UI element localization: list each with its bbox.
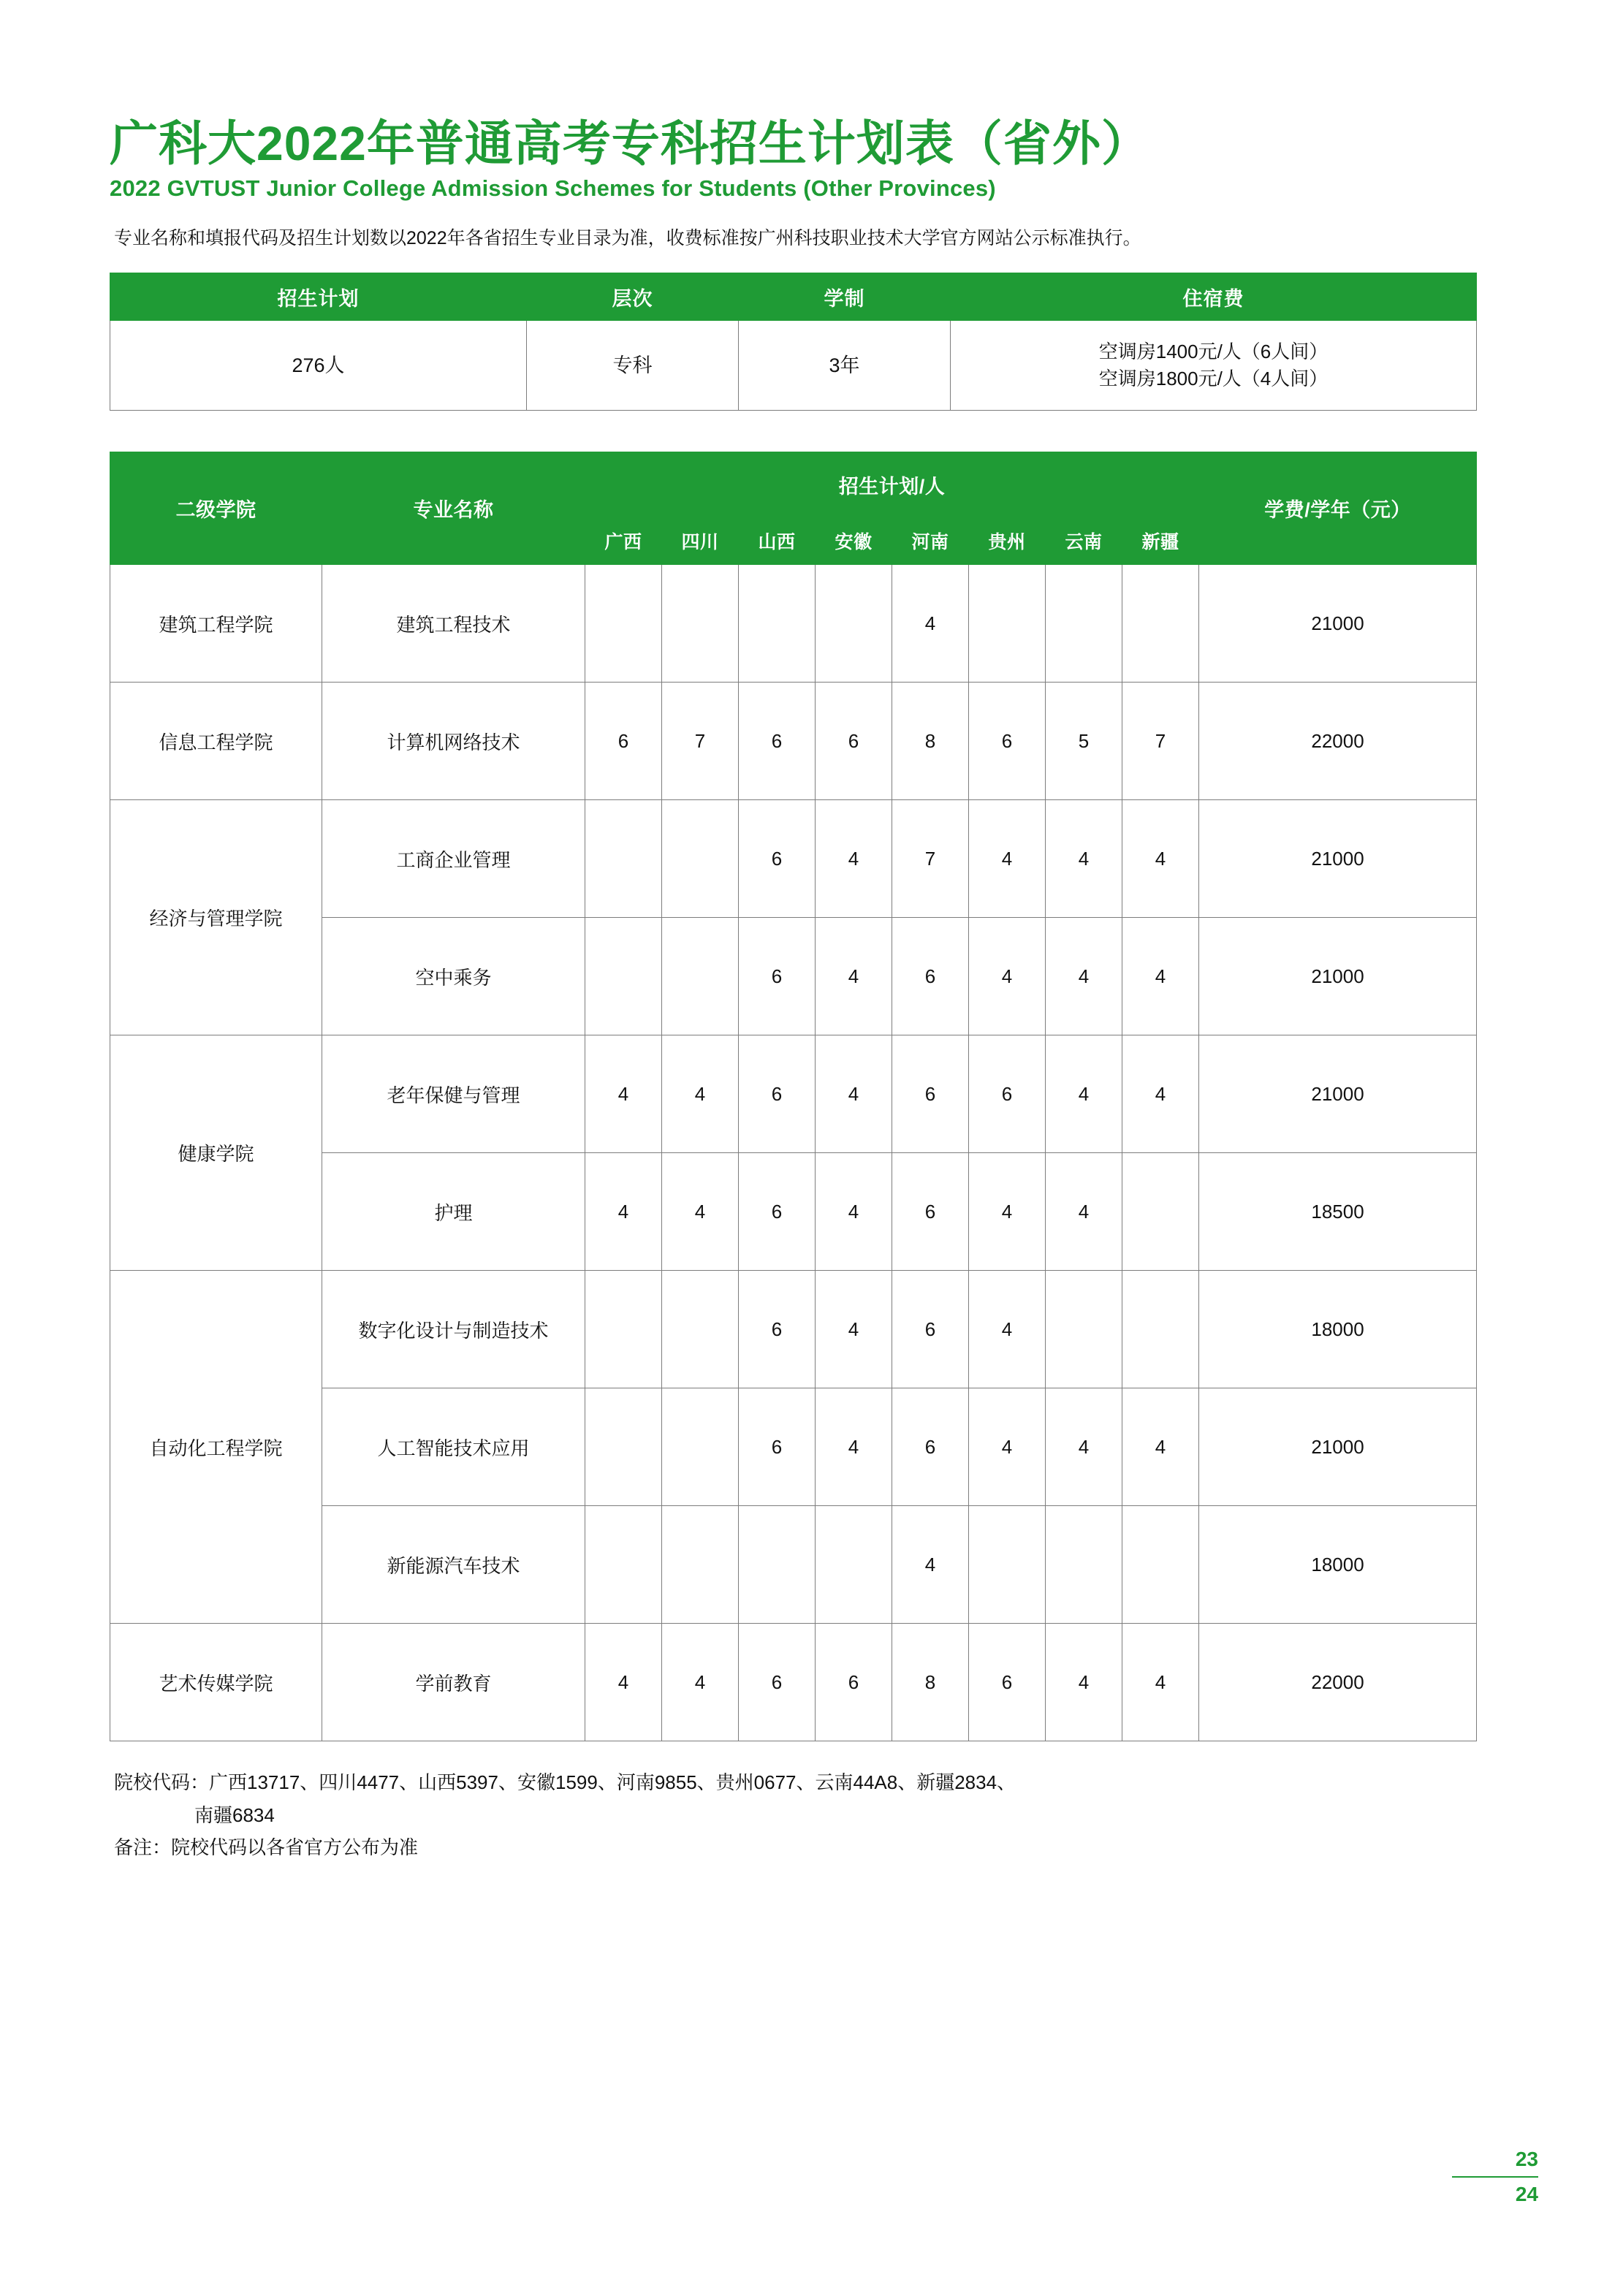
cell-plan-count: 6 — [739, 1624, 816, 1741]
cell-major: 老年保健与管理 — [322, 1035, 585, 1153]
summary-header-plan: 招生计划 — [110, 273, 527, 321]
summary-value-dorm-fee — [951, 321, 1477, 411]
cell-plan-count: 4 — [585, 1035, 662, 1153]
cell-major: 学前教育 — [322, 1624, 585, 1741]
school-code-line-2: 南疆6834 — [194, 1803, 275, 1826]
cell-plan-count: 4 — [585, 1624, 662, 1741]
cell-college: 健康学院 — [110, 1035, 322, 1271]
cell-plan-count — [585, 565, 662, 683]
cell-major: 工商企业管理 — [322, 800, 585, 918]
cell-plan-count: 6 — [739, 1035, 816, 1153]
table-row — [110, 1624, 1477, 1741]
cell-college: 信息工程学院 — [110, 683, 322, 800]
cell-plan-count: 6 — [739, 918, 816, 1035]
cell-plan-count: 7 — [1122, 683, 1199, 800]
summary-value-duration: 3年 — [739, 321, 951, 411]
cell-plan-count: 6 — [892, 1271, 969, 1388]
summary-header-duration: 学制 — [739, 273, 951, 321]
cell-plan-count: 8 — [892, 1624, 969, 1741]
cell-plan-count — [816, 1506, 892, 1624]
plan-header-tuition: 学费/学年（元） — [1199, 452, 1477, 565]
plan-header-province-guizhou: 贵州 — [969, 517, 1046, 565]
cell-college: 经济与管理学院 — [110, 800, 322, 1035]
cell-tuition: 21000 — [1199, 800, 1477, 918]
cell-plan-count: 6 — [739, 1271, 816, 1388]
cell-plan-count — [585, 1271, 662, 1388]
cell-plan-count: 4 — [892, 565, 969, 683]
cell-plan-count: 6 — [739, 683, 816, 800]
plan-header-province-sichuan: 四川 — [662, 517, 739, 565]
cell-plan-count: 4 — [1046, 918, 1122, 1035]
cell-plan-count: 4 — [816, 800, 892, 918]
cell-plan-count: 4 — [892, 1506, 969, 1624]
cell-plan-count: 6 — [739, 1388, 816, 1506]
page-number-block — [1451, 2145, 1538, 2208]
cell-plan-count — [1046, 1506, 1122, 1624]
footer-remark: 备注：院校代码以各省官方公布为准 — [114, 1836, 419, 1858]
cell-plan-count: 6 — [816, 683, 892, 800]
cell-tuition: 22000 — [1199, 1624, 1477, 1741]
cell-college: 自动化工程学院 — [110, 1271, 322, 1624]
plan-header-major: 专业名称 — [322, 452, 585, 565]
cell-plan-count: 4 — [969, 800, 1046, 918]
plan-header-province-guangxi: 广西 — [585, 517, 662, 565]
cell-plan-count — [662, 1271, 739, 1388]
cell-plan-count: 4 — [1122, 1624, 1199, 1741]
plan-header-province-shanxi: 山西 — [739, 517, 816, 565]
cell-plan-count: 4 — [1122, 918, 1199, 1035]
cell-tuition: 18000 — [1199, 1271, 1477, 1388]
cell-plan-count: 6 — [969, 1624, 1046, 1741]
cell-plan-count: 4 — [969, 1271, 1046, 1388]
cell-plan-count: 4 — [816, 1153, 892, 1271]
plan-header-province-anhui: 安徽 — [816, 517, 892, 565]
plan-table-body — [110, 565, 1477, 1741]
cell-plan-count — [585, 1388, 662, 1506]
cell-plan-count: 6 — [969, 1035, 1046, 1153]
cell-tuition: 21000 — [1199, 918, 1477, 1035]
cell-plan-count — [662, 1506, 739, 1624]
cell-plan-count: 6 — [739, 1153, 816, 1271]
summary-value-row — [110, 321, 1477, 411]
cell-plan-count: 4 — [816, 1035, 892, 1153]
page-title: 广科大2022年普通高考专科招生计划表（省外） — [110, 116, 1150, 170]
cell-plan-count: 6 — [892, 1153, 969, 1271]
plan-header-college: 二级学院 — [110, 452, 322, 565]
page-content — [110, 117, 1513, 1863]
cell-plan-count: 4 — [1046, 1388, 1122, 1506]
table-row — [110, 1271, 1477, 1388]
table-row — [110, 565, 1477, 683]
cell-plan-count — [662, 565, 739, 683]
cell-plan-count: 6 — [892, 918, 969, 1035]
cell-plan-count: 6 — [892, 1035, 969, 1153]
dorm-fee-line-1: 空调房1400元/人（6人间） — [1098, 340, 1329, 362]
summary-table — [110, 273, 1477, 411]
plan-header-province-xinjiang: 新疆 — [1122, 517, 1199, 565]
cell-tuition: 21000 — [1199, 1388, 1477, 1506]
cell-plan-count: 4 — [1046, 1624, 1122, 1741]
cell-plan-count — [1046, 565, 1122, 683]
cell-major: 新能源汽车技术 — [322, 1506, 585, 1624]
cell-plan-count — [739, 1506, 816, 1624]
cell-plan-count: 4 — [1122, 1388, 1199, 1506]
summary-value-plan: 276人 — [110, 321, 527, 411]
cell-plan-count: 4 — [1046, 1153, 1122, 1271]
school-code-line-1: 院校代码：广西13717、四川4477、山西5397、安徽1599、河南9855、贵州0677、云南44A8、新疆2834、 — [114, 1771, 1016, 1794]
intro-note: 专业名称和填报代码及招生计划数以2022年各省招生专业目录为准，收费标准按广州科技职业技术大学官方网站公示标准执行。 — [114, 227, 1141, 248]
summary-header-dorm-fee: 住宿费 — [951, 273, 1477, 321]
summary-header-level: 层次 — [527, 273, 739, 321]
cell-tuition: 21000 — [1199, 565, 1477, 683]
cell-plan-count — [585, 1506, 662, 1624]
cell-plan-count — [816, 565, 892, 683]
cell-major: 计算机网络技术 — [322, 683, 585, 800]
page-number-rule — [1452, 2176, 1538, 2178]
cell-plan-count — [662, 800, 739, 918]
cell-plan-count: 4 — [1046, 800, 1122, 918]
cell-plan-count — [662, 1388, 739, 1506]
cell-tuition: 18000 — [1199, 1506, 1477, 1624]
cell-plan-count: 6 — [585, 683, 662, 800]
page-number-bottom: 24 — [1515, 2183, 1538, 2206]
cell-plan-count: 6 — [739, 800, 816, 918]
cell-plan-count: 4 — [969, 918, 1046, 1035]
cell-tuition: 22000 — [1199, 683, 1477, 800]
summary-value-level: 专科 — [527, 321, 739, 411]
cell-plan-count: 5 — [1046, 683, 1122, 800]
table-row — [110, 800, 1477, 918]
cell-plan-count: 6 — [816, 1624, 892, 1741]
summary-header-row — [110, 273, 1477, 321]
cell-tuition: 21000 — [1199, 1035, 1477, 1153]
cell-major: 护理 — [322, 1153, 585, 1271]
cell-plan-count: 4 — [969, 1153, 1046, 1271]
cell-plan-count: 4 — [969, 1388, 1046, 1506]
page-subtitle: 2022 GVTUST Junior College Admission Schemes for Students (Other Provinces) — [110, 175, 996, 201]
cell-plan-count: 4 — [1122, 1035, 1199, 1153]
cell-plan-count: 8 — [892, 683, 969, 800]
cell-plan-count: 7 — [892, 800, 969, 918]
cell-plan-count — [585, 918, 662, 1035]
cell-plan-count: 4 — [585, 1153, 662, 1271]
cell-plan-count — [662, 918, 739, 1035]
footer-notes — [114, 1766, 1513, 1863]
cell-tuition: 18500 — [1199, 1153, 1477, 1271]
cell-major: 建筑工程技术 — [322, 565, 585, 683]
cell-plan-count: 4 — [816, 1271, 892, 1388]
cell-college: 艺术传媒学院 — [110, 1624, 322, 1741]
cell-plan-count: 6 — [969, 683, 1046, 800]
plan-header-province-yunnan: 云南 — [1046, 517, 1122, 565]
cell-plan-count: 4 — [662, 1035, 739, 1153]
cell-plan-count — [969, 1506, 1046, 1624]
cell-plan-count: 4 — [1122, 800, 1199, 918]
plan-header-plan-group: 招生计划/人 — [585, 452, 1199, 517]
cell-plan-count: 4 — [662, 1153, 739, 1271]
admission-plan-table — [110, 452, 1477, 1741]
cell-major: 空中乘务 — [322, 918, 585, 1035]
dorm-fee-line-2: 空调房1800元/人（4人间） — [1098, 368, 1329, 390]
cell-plan-count — [969, 565, 1046, 683]
cell-plan-count: 7 — [662, 683, 739, 800]
cell-plan-count: 4 — [816, 1388, 892, 1506]
cell-plan-count — [1046, 1271, 1122, 1388]
cell-major: 数字化设计与制造技术 — [322, 1271, 585, 1388]
page-number-top: 23 — [1515, 2148, 1538, 2171]
cell-plan-count: 6 — [892, 1388, 969, 1506]
table-row — [110, 1035, 1477, 1153]
cell-plan-count: 4 — [1046, 1035, 1122, 1153]
table-row — [110, 683, 1477, 800]
cell-plan-count — [1122, 1506, 1199, 1624]
plan-header-row-1 — [110, 452, 1477, 517]
cell-plan-count — [1122, 1153, 1199, 1271]
cell-plan-count: 4 — [816, 918, 892, 1035]
cell-college: 建筑工程学院 — [110, 565, 322, 683]
plan-header-province-henan: 河南 — [892, 517, 969, 565]
cell-plan-count — [1122, 1271, 1199, 1388]
cell-plan-count — [585, 800, 662, 918]
cell-plan-count — [739, 565, 816, 683]
cell-plan-count: 4 — [662, 1624, 739, 1741]
cell-plan-count — [1122, 565, 1199, 683]
cell-major: 人工智能技术应用 — [322, 1388, 585, 1506]
